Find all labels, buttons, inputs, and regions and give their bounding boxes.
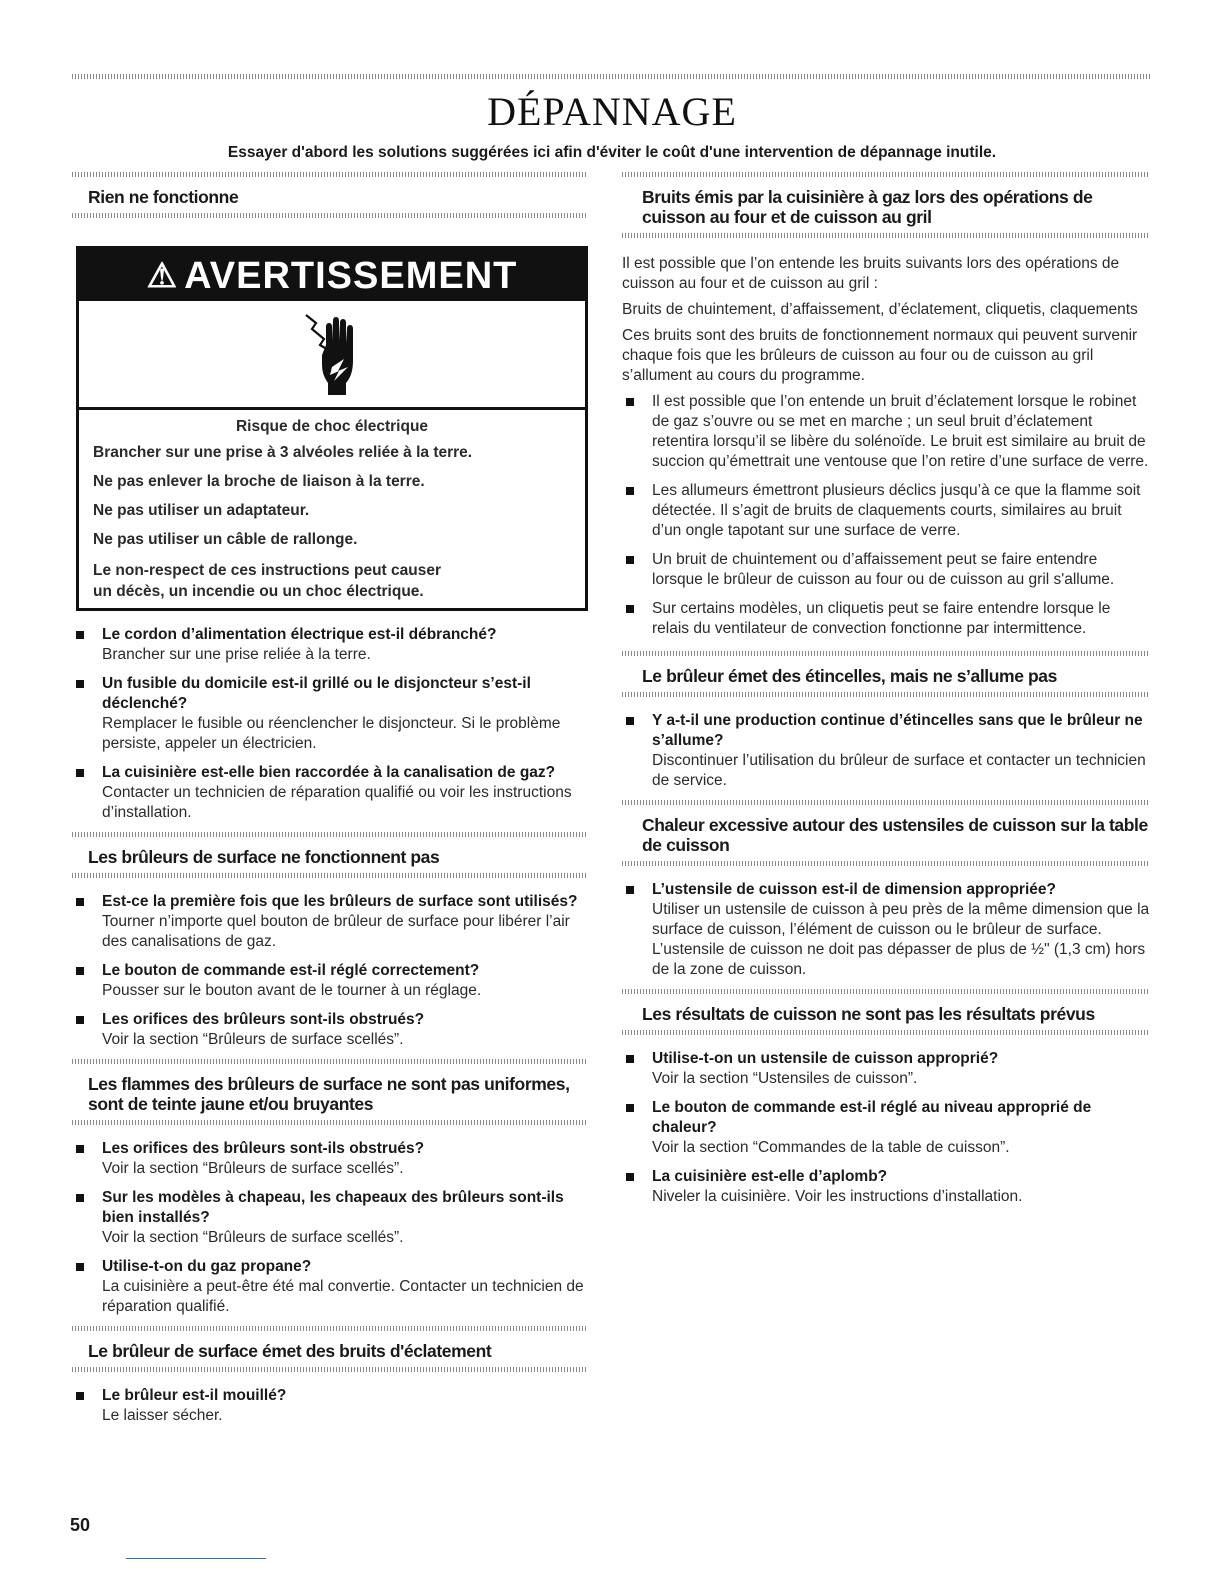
section-title: Les brûleurs de surface ne fonctionnent pas (88, 847, 440, 867)
section-divider (622, 861, 1150, 866)
warning-line: Ne pas enlever la broche de liaison à la terre. (93, 473, 425, 490)
section-title: Les flammes des brûleurs de surface ne sont pas uniformes, sont de teinte jaune et/ou bruyantes (88, 1074, 570, 1114)
burner-sparks-list (622, 711, 1150, 791)
list-item (72, 625, 588, 665)
bullet-icon (76, 1194, 84, 1202)
bullet-icon (626, 605, 634, 613)
section-surface-burners (72, 832, 588, 878)
bullet-icon (76, 769, 84, 777)
answer: Les allumeurs émettront plusieurs déclics jusqu’à ce que la flamme soit détectée. Il s’agit de bruits de claquements courts, similaires au bruit d’un ongle tapotant sur une surface de verre. (652, 482, 1141, 539)
list-item (72, 961, 588, 1001)
list-item (622, 481, 1150, 541)
section-title: Le brûleur émet des étincelles, mais ne s’allume pas (642, 666, 1057, 686)
paragraph: Bruits de chuintement, d’affaissement, d’éclatement, cliquetis, claquements (622, 301, 1138, 318)
answer: Le laisser sécher. (102, 1407, 223, 1424)
answer: Sur certains modèles, un cliquetis peut se faire entendre lorsque le relais du ventilateur de convection fonctionne par intermittence. (652, 600, 1111, 637)
question: Utilise-t-on du gaz propane? (102, 1258, 312, 1275)
list-item (72, 763, 588, 823)
section-burner-flames (72, 1059, 588, 1125)
page-number: 50 (70, 1515, 91, 1535)
question: Y a-t-il une production continue d’étincelles sans que le brûleur ne s’allume? (652, 712, 1143, 749)
paragraph: Ces bruits sont des bruits de fonctionnement normaux qui peuvent survenir chaque fois que les brûleurs de cuisson au four ou de cuisson au gril s’allument au cours du programme. (622, 327, 1138, 384)
list-item (72, 1139, 588, 1179)
bullet-icon (626, 487, 634, 495)
bullet-icon (626, 886, 634, 894)
warning-box (76, 246, 588, 611)
nothing-works-list (72, 625, 588, 823)
answer: La cuisinière a peut-être été mal convertie. Contacter un technicien de réparation qualifié. (102, 1278, 584, 1315)
section-title: Rien ne fonctionne (88, 187, 239, 207)
section-nothing-works (72, 172, 588, 218)
section-divider (622, 692, 1150, 697)
answer: Il est possible que l’on entende un bruit d’éclatement lorsque le robinet de gaz s’ouvre ou se met en marche ; un seul bruit d’éclatement retentira lorsqu’il se libère du solénoïde. Le bruit est similaire au bruit de succion qu’émettrait une ventouse que l’on retire d’une surface de verre. (652, 393, 1149, 470)
list-item (622, 1167, 1150, 1207)
paragraph: Il est possible que l’on entende les bruits suivants lors des opérations de cuisson au four et de cuisson au gril : (622, 255, 1120, 292)
question: Le bouton de commande est-il réglé au niveau approprié de chaleur? (652, 1099, 1092, 1136)
question: Est-ce la première fois que les brûleurs de surface sont utilisés? (102, 893, 578, 910)
warning-consequence (93, 560, 571, 602)
bullet-icon (626, 556, 634, 564)
footer-line (126, 1558, 266, 1559)
section-title: Chaleur excessive autour des ustensiles de cuisson sur la table de cuisson (642, 815, 1148, 855)
answer: Pousser sur le bouton avant de le tourner à un réglage. (102, 982, 482, 999)
warning-title: AVERTISSEMENT (184, 255, 518, 297)
section-title: Les résultats de cuisson ne sont pas les résultats prévus (642, 1004, 1095, 1024)
bullet-icon (76, 1016, 84, 1024)
question: Sur les modèles à chapeau, les chapeaux des brûleurs sont-ils bien installés? (102, 1189, 564, 1226)
section-excessive-heat (622, 800, 1150, 866)
intro-text: Essayer d'abord les solutions suggérées ici afin d'éviter le coût d'une intervention de dépannage inutile. (227, 144, 997, 161)
noises-body (622, 238, 1150, 639)
section-divider (622, 1030, 1150, 1035)
section-title: Bruits émis par la cuisinière à gaz lors des opérations de cuisson au four et de cuisson au gril (642, 187, 1093, 227)
list-item (622, 880, 1150, 980)
warning-consequence-line: un décès, un incendie ou un choc électrique. (93, 583, 424, 600)
warning-header (79, 249, 585, 301)
bullet-icon (76, 1392, 84, 1400)
answer: Niveler la cuisinière. Voir les instructions d’installation. (652, 1188, 1023, 1205)
warning-symbol-area (79, 301, 585, 410)
answer: Discontinuer l’utilisation du brûleur de surface et contacter un technicien de service. (652, 752, 1146, 789)
warning-line: Ne pas utiliser un câble de rallonge. (93, 531, 358, 548)
excessive-heat-list (622, 880, 1150, 980)
answer: Tourner n’importe quel bouton de brûleur de surface pour libérer l’air des canalisations de gaz. (102, 913, 570, 950)
list-item (622, 599, 1150, 639)
right-column (622, 172, 1150, 1216)
answer: Voir la section “Ustensiles de cuisson”. (652, 1070, 918, 1087)
bullet-icon (76, 898, 84, 906)
section-divider (72, 873, 588, 878)
list-item (72, 1188, 588, 1248)
question: La cuisinière est-elle d’aplomb? (652, 1168, 888, 1185)
warning-subtitle: Risque de choc électrique (235, 418, 429, 435)
question: Un fusible du domicile est-il grillé ou le disjoncteur s’est-il déclenché? (102, 675, 531, 712)
answer: Remplacer le fusible ou réenclencher le disjoncteur. Si le problème persiste, appeler un électricien. (102, 715, 561, 752)
burner-popping-list (72, 1386, 588, 1426)
bullet-icon (76, 1263, 84, 1271)
answer: Voir la section “Brûleurs de surface scellés”. (102, 1229, 404, 1246)
bullet-icon (626, 1104, 634, 1112)
warning-line: Brancher sur une prise à 3 alvéoles reliée à la terre. (93, 444, 473, 461)
burner-flames-list (72, 1139, 588, 1317)
bullet-icon (626, 1173, 634, 1181)
bullet-icon (626, 1055, 634, 1063)
list-item (72, 674, 588, 754)
list-item (72, 1010, 588, 1050)
answer: Voir la section “Brûleurs de surface scellés”. (102, 1160, 404, 1177)
section-burner-sparks (622, 651, 1150, 697)
section-burner-popping (72, 1326, 588, 1372)
section-cooking-results (622, 989, 1150, 1035)
warning-line: Ne pas utiliser un adaptateur. (93, 502, 310, 519)
section-divider (72, 1120, 588, 1125)
answer: Contacter un technicien de réparation qualifié ou voir les instructions d’installation. (102, 784, 572, 821)
list-item (622, 550, 1150, 590)
question: Le brûleur est-il mouillé? (102, 1387, 287, 1404)
section-gas-range-noises (622, 172, 1150, 238)
answer: Utiliser un ustensile de cuisson à peu près de la même dimension que la surface de cuisson, l’élément de cuisson ou le brûleur de surface. L’ustensile de cuisson ne doit pas dépasser de plus de ½" (1,3 cm) hors de la zone de cuisson. (652, 901, 1150, 978)
warning-body (79, 410, 585, 608)
question: L’ustensile de cuisson est-il de dimension appropriée? (652, 881, 1056, 898)
electric-shock-hand-icon (302, 309, 362, 399)
section-divider (72, 213, 588, 218)
noises-list (622, 392, 1150, 639)
list-item (72, 1386, 588, 1426)
question: Le bouton de commande est-il réglé correctement? (102, 962, 480, 979)
page-title: DÉPANNAGE (487, 89, 737, 134)
list-item (622, 711, 1150, 791)
cooking-results-list (622, 1049, 1150, 1207)
list-item (622, 1049, 1150, 1089)
bullet-icon (626, 717, 634, 725)
surface-burners-list (72, 892, 588, 1050)
bullet-icon (626, 398, 634, 406)
list-item (622, 1098, 1150, 1158)
bullet-icon (76, 680, 84, 688)
question: Utilise-t-on un ustensile de cuisson approprié? (652, 1050, 999, 1067)
answer: Brancher sur une prise reliée à la terre. (102, 646, 371, 663)
section-title: Le brûleur de surface émet des bruits d'éclatement (88, 1341, 492, 1361)
question: Le cordon d’alimentation électrique est-il débranché? (102, 626, 497, 643)
list-item (622, 392, 1150, 472)
top-divider (72, 74, 1152, 79)
list-item (72, 1257, 588, 1317)
bullet-icon (76, 1145, 84, 1153)
bullet-icon (76, 967, 84, 975)
question: Les orifices des brûleurs sont-ils obstrués? (102, 1011, 425, 1028)
warning-triangle-icon: ⚠ (146, 257, 179, 295)
section-divider (72, 1367, 588, 1372)
question: La cuisinière est-elle bien raccordée à la canalisation de gaz? (102, 764, 556, 781)
left-column (72, 172, 588, 1435)
bullet-icon (76, 631, 84, 639)
list-item (72, 892, 588, 952)
answer: Voir la section “Commandes de la table de cuisson”. (652, 1139, 1010, 1156)
warning-consequence-line: Le non-respect de ces instructions peut causer (93, 562, 441, 579)
answer: Voir la section “Brûleurs de surface scellés”. (102, 1031, 404, 1048)
question: Les orifices des brûleurs sont-ils obstrués? (102, 1140, 425, 1157)
answer: Un bruit de chuintement ou d’affaissement peut se faire entendre lorsque le brûleur de cuisson au four ou de cuisson au gril s'allume. (652, 551, 1115, 588)
